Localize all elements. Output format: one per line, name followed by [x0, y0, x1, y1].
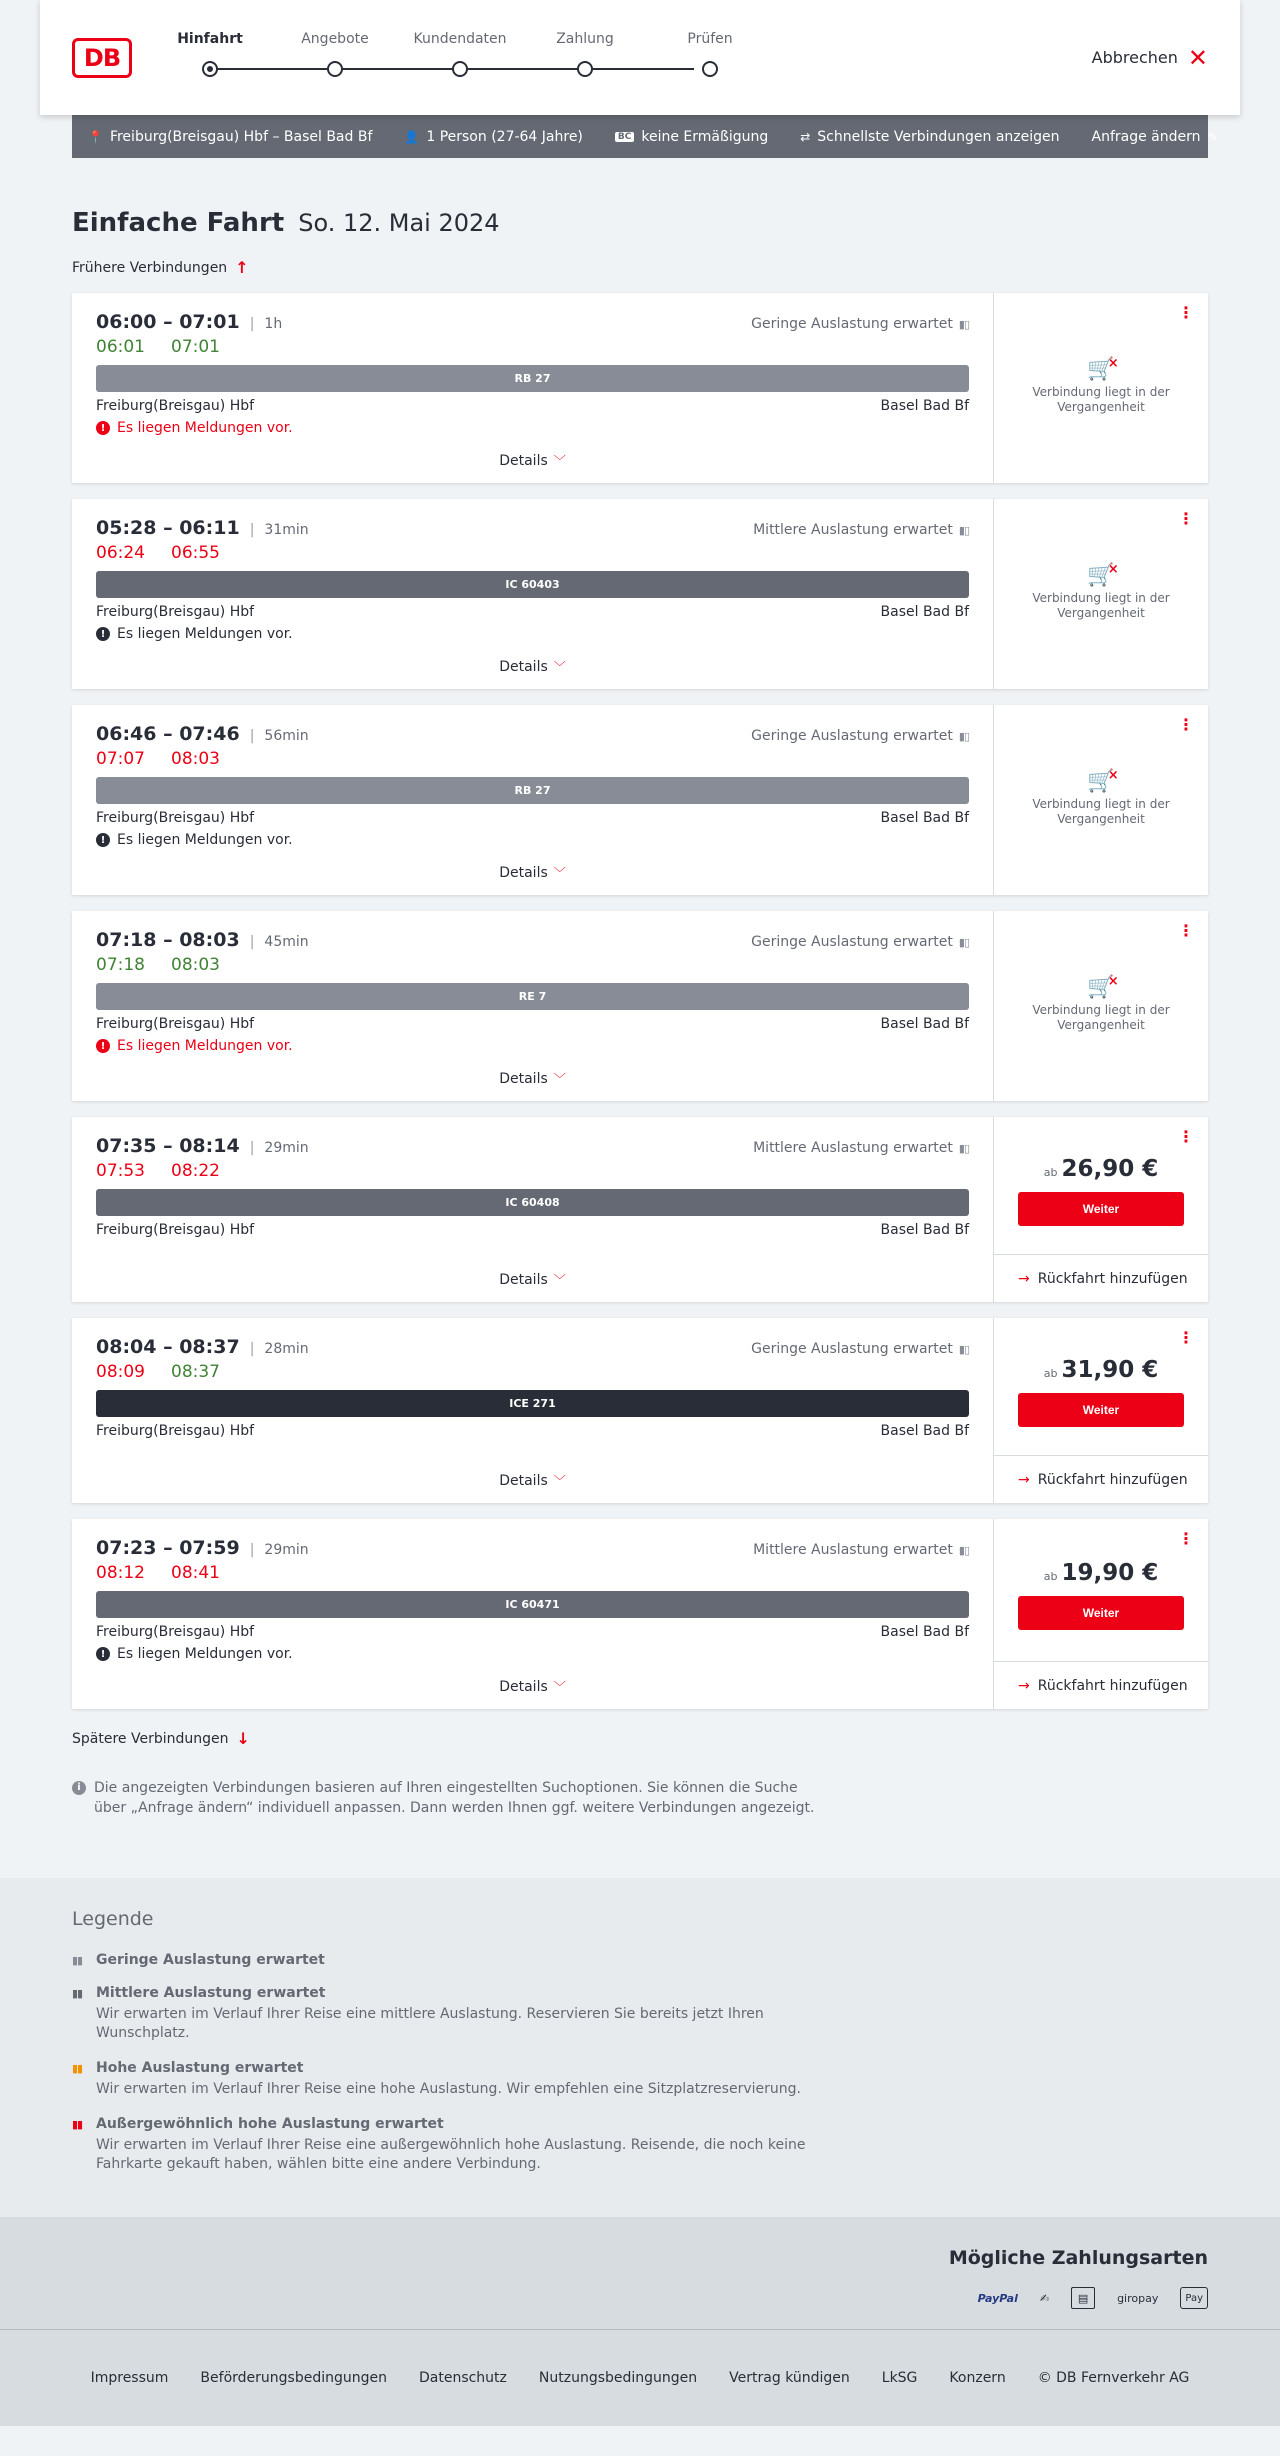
swap-arrows-icon: ⇄: [800, 129, 811, 144]
offer-panel: [994, 1117, 1208, 1302]
step-label: Zahlung: [556, 30, 614, 47]
apple-pay-label: Pay: [1185, 2292, 1203, 2304]
alert-icon: !: [96, 1647, 110, 1661]
realtime-row: [96, 1563, 969, 1583]
price-amount: 26,90 €: [1061, 1155, 1159, 1182]
realtime-arrival: 08:03: [171, 749, 220, 769]
route-label: Freiburg(Breisgau) Hbf – Basel Bad Bf: [109, 128, 373, 145]
occupancy-icon: ▮▯: [958, 1141, 969, 1155]
return-label: Rückfahrt hinzufügen: [1037, 1471, 1188, 1488]
details-label: Details: [499, 659, 548, 675]
query-fastest[interactable]: [800, 129, 1059, 145]
more-options-icon[interactable]: ⋮: [1178, 921, 1194, 940]
earlier-connections-link[interactable]: [72, 258, 1208, 277]
more-options-icon[interactable]: ⋮: [1178, 509, 1194, 528]
legend-item-title: [72, 1952, 1208, 1968]
separator: |: [249, 934, 255, 950]
page-title: Einfache Fahrt: [72, 208, 285, 238]
query-route[interactable]: [88, 129, 372, 145]
realtime-departure: 08:09: [96, 1362, 145, 1382]
payment-icons: [72, 2287, 1208, 2309]
occupancy: [753, 522, 969, 538]
details-label: Details: [499, 1272, 548, 1288]
time-row: [96, 311, 969, 333]
weiter-button[interactable]: Weiter: [1018, 1393, 1184, 1427]
step-label: Kundendaten: [413, 30, 507, 47]
duration: 28min: [264, 1341, 309, 1357]
offer-panel: [994, 1519, 1208, 1709]
train-bar[interactable]: [96, 1390, 969, 1417]
price: [1044, 1560, 1159, 1586]
footer: [0, 2329, 1280, 2426]
details-toggle[interactable]: [72, 864, 993, 895]
separator: |: [249, 1140, 255, 1156]
arrow-down-icon: ↓: [236, 1729, 250, 1748]
step-dot: [702, 61, 718, 77]
message-notice[interactable]: [96, 1646, 969, 1662]
scheduled-times: 07:18 – 08:03: [96, 929, 240, 951]
pencil-icon: ✎: [1207, 129, 1218, 144]
connection-info: [72, 1318, 994, 1503]
duration: 1h: [264, 316, 283, 332]
connection-card[interactable]: [72, 1318, 1208, 1503]
paypal-icon: PayPal: [977, 2291, 1018, 2305]
earlier-label: Frühere Verbindungen: [72, 259, 228, 276]
connection-card[interactable]: [72, 293, 1208, 483]
stations: [96, 810, 969, 826]
legend-item-desc: Wir erwarten im Verlauf Ihrer Reise eine hohe Auslastung. Wir empfehlen eine Sitzplatzreservierung.: [96, 2081, 801, 2097]
chevron-down-icon: ﹀: [553, 660, 566, 674]
realtime-departure: 07:18: [96, 955, 145, 975]
separator: |: [249, 728, 255, 744]
realtime-arrival: 08:41: [171, 1563, 220, 1583]
chevron-down-icon: ﹀: [553, 1680, 566, 1694]
later-connections-link[interactable]: [72, 1729, 1208, 1748]
legend-item: [72, 2060, 1208, 2099]
chevron-down-icon: ﹀: [553, 1273, 566, 1287]
return-label: Rückfahrt hinzufügen: [1037, 1270, 1188, 1287]
legend-item-title: [72, 1985, 1208, 2001]
weiter-button[interactable]: Weiter: [1018, 1192, 1184, 1226]
train-label: RB 27: [514, 372, 551, 385]
header: [40, 0, 1240, 115]
past-connection-notice: [994, 293, 1208, 483]
footer-link[interactable]: Datenschutz: [418, 2370, 507, 2386]
connection-list: [72, 293, 1208, 1709]
legend-item: [72, 2116, 1208, 2174]
realtime-departure: 06:01: [96, 337, 145, 357]
duration: 29min: [264, 1542, 309, 1558]
step-label: Prüfen: [687, 30, 733, 47]
message-text: Es liegen Meldungen vor.: [117, 420, 293, 436]
occupancy-label: Geringe Auslastung erwartet: [751, 934, 953, 950]
message-text: Es liegen Meldungen vor.: [117, 1646, 293, 1662]
discount-label: keine Ermäßigung: [641, 128, 769, 145]
occupancy-label: Mittlere Auslastung erwartet: [753, 1542, 953, 1558]
realtime-arrival: 06:55: [171, 543, 220, 563]
connection-info: [72, 1519, 994, 1709]
duration: 45min: [264, 934, 309, 950]
message-notice[interactable]: [96, 420, 969, 436]
return-label: Rückfahrt hinzufügen: [1037, 1677, 1188, 1694]
step-zahlung[interactable]: [530, 28, 640, 77]
more-options-icon[interactable]: ⋮: [1178, 1127, 1194, 1146]
footer-link[interactable]: © DB Fernverkehr AG: [1037, 2370, 1190, 2386]
legend: [0, 1878, 1280, 2217]
occupancy-icon: ▮▯: [958, 523, 969, 537]
price-prefix: ab: [1043, 1570, 1058, 1583]
time-row: [96, 1537, 969, 1559]
offer-panel: [994, 1318, 1208, 1503]
step-angebote[interactable]: [280, 28, 390, 77]
footer-link[interactable]: Impressum: [90, 2370, 169, 2386]
db-logo[interactable]: DB: [72, 38, 132, 78]
occupancy-icon: ▮▯: [958, 317, 969, 331]
destination-station: Basel Bad Bf: [880, 604, 969, 620]
footer-link[interactable]: Vertrag kündigen: [729, 2370, 850, 2386]
details-toggle[interactable]: [72, 1472, 993, 1503]
train-bar[interactable]: [96, 365, 969, 392]
train-label: RB 27: [514, 784, 551, 797]
origin-station: Freiburg(Breisgau) Hbf: [96, 604, 255, 620]
scheduled-times: 08:04 – 08:37: [96, 1336, 240, 1358]
stations: [96, 1423, 969, 1439]
legend-item-title: [72, 2116, 1208, 2132]
details-label: Details: [499, 1473, 548, 1489]
train-bar[interactable]: [96, 983, 969, 1010]
realtime-arrival: 08:37: [171, 1362, 220, 1382]
add-return-button[interactable]: [994, 1254, 1208, 1302]
separator: |: [249, 316, 255, 332]
past-text: Verbindung liegt in der Vergangenheit: [1032, 384, 1170, 414]
footer-link[interactable]: LkSG: [881, 2370, 918, 2386]
past-text: Verbindung liegt in der Vergangenheit: [1032, 796, 1170, 826]
alert-icon: !: [96, 627, 110, 641]
train-label: IC 60408: [505, 1196, 560, 1209]
message-notice[interactable]: [96, 626, 969, 642]
later-label: Spätere Verbindungen: [72, 1730, 229, 1747]
query-bar: [72, 115, 1218, 158]
destination-station: Basel Bad Bf: [880, 1222, 969, 1238]
occupancy-label: Mittlere Auslastung erwartet: [753, 522, 953, 538]
close-icon: ✕: [1187, 43, 1208, 72]
occupancy: [751, 1341, 969, 1357]
price-box: [994, 1318, 1208, 1455]
step-label: Angebote: [301, 30, 369, 47]
arrow-right-icon: →: [1018, 1677, 1030, 1694]
train-bar[interactable]: [96, 1189, 969, 1216]
separator: |: [249, 522, 255, 538]
destination-station: Basel Bad Bf: [880, 810, 969, 826]
time-row: [96, 517, 969, 539]
realtime-row: [96, 337, 969, 357]
realtime-departure: 06:24: [96, 543, 145, 563]
header-wrapper: [0, 0, 1280, 115]
travel-date: So. 12. Mai 2024: [298, 209, 500, 237]
query-bar-wrapper: [0, 115, 1280, 158]
realtime-departure: 08:12: [96, 1563, 145, 1583]
price: [1044, 1156, 1159, 1182]
footer-link[interactable]: Konzern: [949, 2370, 1006, 2386]
scheduled-times: 05:28 – 06:11: [96, 517, 240, 539]
giropay-icon: giropay: [1117, 2291, 1159, 2305]
occupancy: [753, 1542, 969, 1558]
location-pin-icon: 📍: [88, 129, 103, 144]
realtime-row: [96, 749, 969, 769]
connection-info: [72, 911, 994, 1101]
payment-methods: [0, 2217, 1280, 2329]
details-label: Details: [499, 865, 548, 881]
details-toggle[interactable]: [72, 1271, 993, 1302]
price-box: [994, 1519, 1208, 1661]
details-toggle[interactable]: [72, 1678, 993, 1709]
legend-title-text: Geringe Auslastung erwartet: [96, 1952, 325, 1968]
connection-card[interactable]: [72, 499, 1208, 689]
alert-icon: !: [96, 421, 110, 435]
time-row: [96, 723, 969, 745]
train-label: IC 60471: [505, 1598, 560, 1611]
occupancy-icon: ▮▯: [958, 1543, 969, 1557]
legend-items: [72, 1952, 1208, 2174]
legend-item-title: [72, 2060, 1208, 2076]
query-discount[interactable]: [615, 129, 768, 145]
message-text: Es liegen Meldungen vor.: [117, 832, 293, 848]
occupancy-icon: ▮▯: [958, 1342, 969, 1356]
legend-item: [72, 1952, 1208, 1968]
realtime-row: [96, 1362, 969, 1382]
occupancy-icon: ▮▮: [72, 2117, 83, 2131]
origin-station: Freiburg(Breisgau) Hbf: [96, 1222, 255, 1238]
chevron-down-icon: ﹀: [553, 454, 566, 468]
separator: |: [249, 1341, 255, 1357]
chevron-down-icon: ﹀: [553, 866, 566, 880]
step-kundendaten[interactable]: [405, 28, 515, 77]
stations: [96, 1222, 969, 1238]
destination-station: Basel Bad Bf: [880, 398, 969, 414]
footer-link[interactable]: Nutzungsbedingungen: [538, 2370, 698, 2386]
info-note: [72, 1778, 832, 1818]
occupancy-label: Mittlere Auslastung erwartet: [753, 1140, 953, 1156]
cart-unavailable-icon: 🛒 ×: [1087, 362, 1114, 377]
origin-station: Freiburg(Breisgau) Hbf: [96, 810, 255, 826]
message-notice[interactable]: [96, 832, 969, 848]
train-bar[interactable]: [96, 1591, 969, 1618]
query-passengers[interactable]: [404, 129, 583, 145]
stations: [96, 604, 969, 620]
connection-info: [72, 705, 994, 895]
progress-stepper: [177, 28, 733, 88]
main-content: [0, 208, 1280, 1818]
offer-panel: [994, 911, 1208, 1101]
step-dot: [202, 61, 218, 77]
details-toggle[interactable]: [72, 452, 993, 483]
legend-title-text: Hohe Auslastung erwartet: [96, 2060, 304, 2076]
title-row: [72, 208, 1208, 238]
price-box: [994, 1117, 1208, 1254]
connection-card[interactable]: [72, 705, 1208, 895]
time-row: [96, 929, 969, 951]
occupancy-label: Geringe Auslastung erwartet: [751, 728, 953, 744]
time-row: [96, 1135, 969, 1157]
occupancy: [751, 316, 969, 332]
occupancy-label: Geringe Auslastung erwartet: [751, 316, 953, 332]
past-text: Verbindung liegt in der Vergangenheit: [1032, 1002, 1170, 1032]
cart-unavailable-icon: 🛒 ×: [1087, 774, 1114, 789]
offer-panel: [994, 705, 1208, 895]
footer-link[interactable]: Beförderungsbedingungen: [200, 2370, 387, 2386]
change-label: Anfrage ändern: [1091, 128, 1201, 145]
train-bar[interactable]: [96, 777, 969, 804]
occupancy-icon: ▮▮: [72, 2061, 83, 2075]
origin-station: Freiburg(Breisgau) Hbf: [96, 398, 255, 414]
details-toggle[interactable]: [72, 658, 993, 689]
connection-info: [72, 1117, 994, 1302]
cancel-button[interactable]: [1091, 43, 1208, 72]
arrow-right-icon: →: [1018, 1270, 1030, 1287]
apple-pay-icon: [1180, 2287, 1208, 2309]
occupancy-icon: ▮▯: [958, 729, 969, 743]
realtime-departure: 07:53: [96, 1161, 145, 1181]
more-options-icon[interactable]: ⋮: [1178, 1328, 1194, 1347]
origin-station: Freiburg(Breisgau) Hbf: [96, 1624, 255, 1640]
realtime-arrival: 07:01: [171, 337, 220, 357]
realtime-arrival: 08:22: [171, 1161, 220, 1181]
person-icon: 👤: [404, 129, 420, 144]
stations: [96, 1624, 969, 1640]
info-text: Die angezeigten Verbindungen basieren auf Ihren eingestellten Suchoptionen. Sie können die Suche über „Anfrage ändern“ individuell anpassen. Dann werden Ihnen ggf. weitere Verbindungen angezeigt.: [94, 1780, 815, 1816]
realtime-departure: 07:07: [96, 749, 145, 769]
occupancy: [751, 728, 969, 744]
past-connection-notice: [994, 911, 1208, 1101]
payment-title: Mögliche Zahlungsarten: [948, 2247, 1208, 2269]
connection-info: [72, 293, 994, 483]
more-options-icon[interactable]: ⋮: [1178, 303, 1194, 322]
realtime-row: [96, 543, 969, 563]
invoice-icon: ▤: [1071, 2287, 1095, 2309]
connection-info: [72, 499, 994, 689]
add-return-button[interactable]: [994, 1455, 1208, 1503]
train-label: ICE 271: [509, 1397, 556, 1410]
realtime-row: [96, 955, 969, 975]
connection-card[interactable]: [72, 1117, 1208, 1302]
fastest-label: Schnellste Verbindungen anzeigen: [817, 128, 1060, 145]
scheduled-times: 07:23 – 07:59: [96, 1537, 240, 1559]
price: [1044, 1357, 1159, 1383]
occupancy: [751, 934, 969, 950]
occupancy-icon: ▮▮: [72, 1986, 83, 2000]
more-options-icon[interactable]: ⋮: [1178, 715, 1194, 734]
offer-panel: [994, 293, 1208, 483]
legend-item: [72, 1985, 1208, 2043]
change-request-button[interactable]: [1092, 129, 1218, 145]
legend-title: Legende: [72, 1908, 154, 1930]
origin-station: Freiburg(Breisgau) Hbf: [96, 1423, 255, 1439]
duration: 56min: [264, 728, 309, 744]
stations: [96, 398, 969, 414]
message-text: Es liegen Meldungen vor.: [117, 626, 293, 642]
arrow-right-icon: →: [1018, 1471, 1030, 1488]
past-connection-notice: [994, 705, 1208, 895]
message-text: Es liegen Meldungen vor.: [117, 1038, 293, 1054]
destination-station: Basel Bad Bf: [880, 1016, 969, 1032]
direct-debit-icon: ✍: [1039, 2291, 1050, 2305]
details-label: Details: [499, 453, 548, 469]
cart-unavailable-icon: 🛒 ×: [1087, 568, 1114, 583]
bahncard-icon: BC: [615, 132, 634, 142]
occupancy-label: Geringe Auslastung erwartet: [751, 1341, 953, 1357]
step-hinfahrt: [155, 28, 265, 77]
past-connection-notice: [994, 499, 1208, 689]
train-label: RE 7: [518, 990, 547, 1003]
occupancy-icon: ▮▯: [958, 935, 969, 949]
details-label: Details: [499, 1679, 548, 1695]
scheduled-times: 07:35 – 08:14: [96, 1135, 240, 1157]
alert-icon: !: [96, 833, 110, 847]
arrow-up-icon: ↑: [235, 258, 249, 277]
connection-card[interactable]: [72, 911, 1208, 1101]
chevron-down-icon: ﹀: [553, 1474, 566, 1488]
stations: [96, 1016, 969, 1032]
destination-station: Basel Bad Bf: [880, 1624, 969, 1640]
legend-title-text: Mittlere Auslastung erwartet: [96, 1985, 326, 2001]
price-amount: 31,90 €: [1061, 1356, 1159, 1383]
cart-unavailable-icon: 🛒 ×: [1087, 980, 1114, 995]
separator: |: [249, 1542, 255, 1558]
alert-icon: !: [96, 1039, 110, 1053]
step-dot: [327, 61, 343, 77]
duration: 31min: [264, 522, 309, 538]
step-label: Hinfahrt: [177, 30, 243, 47]
realtime-arrival: 08:03: [171, 955, 220, 975]
legend-title-text: Außergewöhnlich hohe Auslastung erwartet: [96, 2116, 444, 2132]
scheduled-times: 06:46 – 07:46: [96, 723, 240, 745]
duration: 29min: [264, 1140, 309, 1156]
time-row: [96, 1336, 969, 1358]
train-label: IC 60403: [505, 578, 560, 591]
passengers-label: 1 Person (27-64 Jahre): [426, 128, 583, 145]
details-label: Details: [499, 1071, 548, 1087]
weiter-button[interactable]: Weiter: [1018, 1596, 1184, 1630]
occupancy-icon: ▮▮: [72, 1953, 83, 1967]
add-return-button[interactable]: [994, 1661, 1208, 1709]
scheduled-times: 06:00 – 07:01: [96, 311, 240, 333]
origin-station: Freiburg(Breisgau) Hbf: [96, 1016, 255, 1032]
more-options-icon[interactable]: ⋮: [1178, 1529, 1194, 1548]
step-pruefen[interactable]: [655, 28, 765, 77]
offer-panel: [994, 499, 1208, 689]
details-toggle[interactable]: [72, 1070, 993, 1101]
info-icon: i: [72, 1781, 86, 1795]
cancel-label: Abbrechen: [1091, 48, 1178, 67]
occupancy: [753, 1140, 969, 1156]
price-prefix: ab: [1043, 1165, 1058, 1179]
legend-item-desc: Wir erwarten im Verlauf Ihrer Reise eine mittlere Auslastung. Reservieren Sie bereits jetzt Ihren Wunschplatz.: [96, 2006, 764, 2041]
connection-card[interactable]: [72, 1519, 1208, 1709]
step-dot: [452, 61, 468, 77]
realtime-row: [96, 1161, 969, 1181]
step-dot: [577, 61, 593, 77]
legend-item-desc: Wir erwarten im Verlauf Ihrer Reise eine außergewöhnlich hohe Auslastung. Reisende, die noch keine Fahrkarte gekauft haben, wählen bitte eine andere Verbindung.: [96, 2137, 806, 2172]
price-prefix: ab: [1043, 1366, 1058, 1380]
message-notice[interactable]: [96, 1038, 969, 1054]
price-amount: 19,90 €: [1061, 1560, 1159, 1586]
destination-station: Basel Bad Bf: [880, 1423, 969, 1439]
chevron-down-icon: ﹀: [553, 1072, 566, 1086]
past-text: Verbindung liegt in der Vergangenheit: [1032, 590, 1170, 620]
train-bar[interactable]: [96, 571, 969, 598]
